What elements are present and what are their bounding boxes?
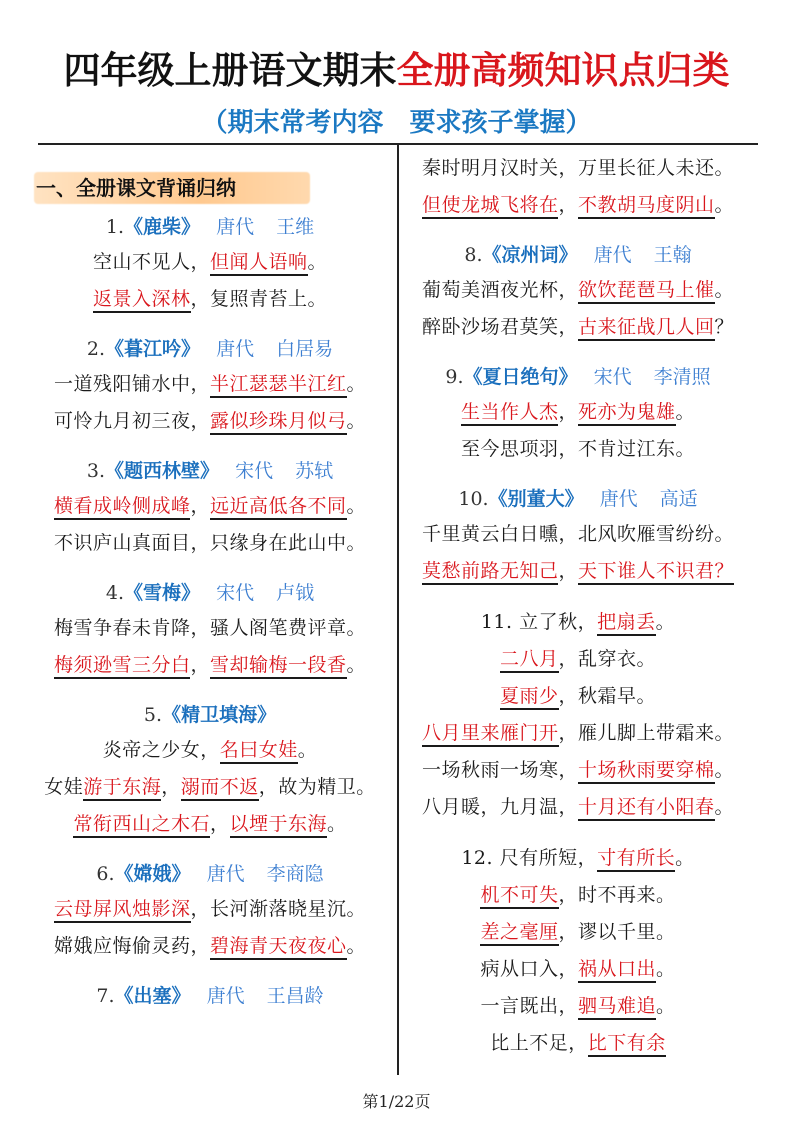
spacer — [402, 224, 754, 238]
verse-text: 醉卧沙场君莫笑， — [421, 316, 578, 338]
key-phrase: 以堙于东海 — [230, 813, 328, 838]
verse-line — [28, 366, 392, 403]
key-phrase: 但闻人语响 — [210, 251, 308, 276]
verse-text: 不识庐山真面目，只缘身在此山中。 — [53, 532, 366, 554]
poem-dynasty: 宋代 — [235, 460, 274, 482]
poem-title — [402, 360, 754, 394]
verse-text: ？ — [714, 316, 735, 338]
verse-text: ，雁儿脚上带霜来。 — [558, 722, 735, 744]
verse-text: 病从口入， — [480, 958, 578, 980]
poem-number: 2. — [86, 338, 106, 360]
verse-text: 12. 尺有所短， — [461, 847, 598, 869]
poem-author: 李清照 — [653, 366, 711, 388]
verse-text: ，复照青苔上。 — [190, 288, 328, 310]
key-phrase: 十月还有小阳春 — [578, 796, 715, 821]
verse-text: 比上不足， — [490, 1032, 588, 1054]
verse-line — [28, 732, 392, 769]
verse-text: ， — [558, 560, 578, 582]
poem-name: 《暮江吟》 — [105, 338, 201, 360]
spacer — [402, 590, 754, 604]
verse-line — [402, 641, 754, 678]
verse-line — [402, 914, 754, 951]
left-column — [28, 150, 392, 1013]
verse-text: ，谬以千里。 — [558, 921, 676, 943]
poem-author: 白居易 — [276, 338, 334, 360]
verse-line — [28, 525, 392, 562]
key-phrase: 十场秋雨要穿棉 — [578, 759, 715, 784]
verse-line — [402, 516, 754, 553]
right-column — [402, 150, 754, 1062]
verse-text: 。 — [714, 759, 735, 781]
column-divider — [397, 145, 399, 1075]
poem-title — [28, 576, 392, 610]
key-phrase: 横看成岭侧成峰 — [54, 495, 191, 520]
spacer — [402, 346, 754, 360]
verse-line — [402, 431, 754, 468]
verse-line — [402, 988, 754, 1025]
verse-text: 八月暖，九月温， — [421, 796, 578, 818]
verse-text: 女娃 — [44, 776, 84, 798]
section-heading — [28, 168, 392, 208]
spacer — [402, 468, 754, 482]
verse-line — [28, 488, 392, 525]
poem-block — [402, 826, 754, 1062]
key-phrase: 夏雨少 — [500, 685, 559, 710]
poem-dynasty: 唐代 — [593, 244, 632, 266]
verse-text: 嫦娥应悔偷灵药， — [53, 935, 210, 957]
poem-name: 《嫦娥》 — [114, 863, 191, 885]
verse-text: 。 — [675, 401, 696, 423]
verse-text: 。 — [675, 847, 695, 869]
verse-text: 。 — [346, 495, 367, 517]
poem-number: 8. — [464, 244, 483, 266]
verse-text: 。 — [346, 935, 367, 957]
poem-author: 卢钺 — [276, 582, 315, 604]
poem-name: 《凉州词》 — [482, 244, 578, 266]
section-title: 一、全册课文背诵归纳 — [36, 176, 236, 200]
spacer — [28, 562, 392, 576]
poem-name: 《夏日绝句》 — [463, 366, 578, 388]
key-phrase: 古来征战几人回 — [578, 316, 715, 341]
poem-author: 王昌龄 — [266, 985, 324, 1007]
verse-text: ，秋霜早。 — [558, 685, 657, 707]
key-phrase: 露似珍珠月似弓 — [210, 410, 347, 435]
key-phrase: 欲饮琵琶马上催 — [578, 279, 715, 304]
verse-text: 。 — [656, 995, 676, 1017]
poem-dynasty: 唐代 — [216, 216, 255, 238]
key-phrase: 把扇丢 — [597, 611, 656, 636]
poem-dynasty: 唐代 — [216, 338, 255, 360]
poem-block — [28, 318, 392, 440]
verse-text: 。 — [307, 251, 328, 273]
verse-line — [402, 309, 754, 346]
verse-text: 梅雪争春未肯降，骚人阁笔费评章。 — [53, 617, 366, 639]
poem-block — [28, 684, 392, 843]
verse-text: 。 — [656, 958, 676, 980]
key-phrase: 碧海青天夜夜心 — [210, 935, 347, 960]
verse-text: 。 — [714, 796, 735, 818]
poem-title — [28, 698, 392, 732]
poem-author: 王维 — [276, 216, 315, 238]
verse-text: 炎帝之少女， — [102, 739, 220, 761]
poem-name: 《雪梅》 — [124, 582, 201, 604]
poem-title — [28, 210, 392, 244]
verse-line — [402, 394, 754, 431]
verse-text: 一言既出， — [480, 995, 578, 1017]
verse-text: 。 — [346, 373, 367, 395]
key-phrase: 名曰女娃 — [220, 739, 298, 764]
verse-line — [28, 610, 392, 647]
verse-text: 。 — [655, 611, 676, 633]
poem-block — [402, 150, 754, 224]
spacer — [28, 684, 392, 698]
verse-line — [402, 951, 754, 988]
verse-text: 。 — [714, 279, 735, 301]
page-number: 第1/22页 — [362, 1092, 431, 1111]
verse-text: 至今思项羽，不肯过江东。 — [460, 438, 695, 460]
key-phrase: 天下谁人不识君？ — [578, 560, 734, 585]
verse-text: 一道残阳铺水中， — [53, 373, 210, 395]
poem-number: 6. — [96, 863, 115, 885]
poem-title — [402, 238, 754, 272]
poem-number: 10. — [458, 488, 489, 510]
key-phrase: 游于东海 — [83, 776, 161, 801]
verse-line — [402, 187, 754, 224]
verse-text: ，乱穿衣。 — [558, 648, 657, 670]
poem-author: 王翰 — [653, 244, 692, 266]
verse-text: ， — [558, 401, 578, 423]
poem-title — [28, 979, 392, 1013]
verse-text: 。 — [327, 813, 347, 835]
key-phrase: 雪却输梅一段香 — [210, 654, 347, 679]
key-phrase: 莫愁前路无知己 — [422, 560, 559, 585]
poem-block — [28, 440, 392, 562]
verse-line — [402, 789, 754, 826]
verse-line — [28, 769, 392, 806]
poem-author: 高适 — [659, 488, 698, 510]
key-phrase: 机不可失 — [480, 884, 558, 909]
key-phrase: 但使龙城飞将在 — [422, 194, 559, 219]
key-phrase: 常衔西山之木石 — [73, 813, 210, 838]
poem-name: 《题西林壁》 — [105, 460, 220, 482]
verse-line — [402, 272, 754, 309]
spacer — [28, 965, 392, 979]
poem-name: 《鹿柴》 — [124, 216, 201, 238]
key-phrase: 比下有余 — [588, 1032, 666, 1057]
poem-dynasty: 宋代 — [593, 366, 632, 388]
poem-title — [28, 454, 392, 488]
key-phrase: 驷马难追 — [578, 995, 656, 1020]
poem-number: 4. — [105, 582, 125, 604]
poem-name: 《别董大》 — [488, 488, 584, 510]
key-phrase: 生当作人杰 — [461, 401, 559, 426]
verse-line — [402, 715, 754, 752]
key-phrase: 不教胡马度阴山 — [578, 194, 715, 219]
poem-dynasty: 唐代 — [599, 488, 638, 510]
spacer — [402, 826, 754, 840]
verse-text: 一场秋雨一场寒， — [421, 759, 578, 781]
poem-title — [28, 332, 392, 366]
verse-line — [402, 840, 754, 877]
verse-text: ，故为精卫。 — [258, 776, 376, 798]
poem-block — [402, 468, 754, 590]
verse-text: 11. 立了秋， — [480, 611, 598, 633]
poem-number: 9. — [445, 366, 464, 388]
verse-text: 空山不见人， — [92, 251, 210, 273]
key-phrase: 溺而不返 — [181, 776, 259, 801]
poem-dynasty: 唐代 — [206, 863, 245, 885]
verse-text: 秦时明月汉时关，万里长征人未还。 — [421, 157, 734, 179]
verse-text: 葡萄美酒夜光杯， — [421, 279, 578, 301]
verse-line — [402, 752, 754, 789]
poem-block — [28, 210, 392, 318]
verse-text: ， — [558, 194, 578, 216]
spacer — [28, 440, 392, 454]
key-phrase: 云母屏风烛影深 — [54, 898, 191, 923]
verse-line — [28, 647, 392, 684]
poem-block — [28, 562, 392, 684]
key-phrase: 祸从口出 — [578, 958, 656, 983]
verse-text: 千里黄云白日曛，北风吹雁雪纷纷。 — [421, 523, 734, 545]
poem-block — [402, 224, 754, 346]
title-red: 全册高频知识点归类 — [396, 49, 730, 92]
verse-text: ，长河渐落晓星沉。 — [190, 898, 367, 920]
poem-name: 《精卫填海》 — [162, 704, 277, 726]
verse-line — [28, 281, 392, 318]
verse-line — [402, 1025, 754, 1062]
verse-text: 可怜九月初三夜， — [53, 410, 210, 432]
poem-block — [28, 965, 392, 1013]
verse-text: 。 — [714, 194, 735, 216]
poem-dynasty: 宋代 — [216, 582, 255, 604]
poem-number: 5. — [143, 704, 163, 726]
verse-line — [28, 244, 392, 281]
key-phrase: 梅须逊雪三分白 — [54, 654, 191, 679]
spacer — [28, 843, 392, 857]
key-phrase: 死亦为鬼雄 — [578, 401, 676, 426]
verse-line — [402, 678, 754, 715]
verse-text: ， — [190, 495, 210, 517]
verse-line — [28, 806, 392, 843]
verse-text: ， — [209, 813, 230, 835]
verse-line — [402, 553, 754, 590]
verse-text: ，时不再来。 — [558, 884, 676, 906]
verse-text: 。 — [297, 739, 318, 761]
poem-title — [28, 857, 392, 891]
verse-line — [402, 150, 754, 187]
poem-author: 李商隐 — [266, 863, 324, 885]
key-phrase: 远近高低各不同 — [210, 495, 347, 520]
verse-text: 。 — [346, 410, 367, 432]
page-title — [0, 40, 793, 94]
verse-line — [402, 877, 754, 914]
spacer — [28, 318, 392, 332]
title-black: 四年级上册语文期末 — [63, 49, 397, 92]
verse-text: ， — [190, 654, 210, 676]
key-phrase: 八月里来雁门开 — [422, 722, 559, 747]
poem-dynasty: 唐代 — [206, 985, 245, 1007]
poem-number: 7. — [96, 985, 115, 1007]
poem-title — [402, 482, 754, 516]
verse-text: ， — [161, 776, 181, 798]
key-phrase: 寸有所长 — [597, 847, 675, 872]
key-phrase: 二八月 — [500, 648, 559, 673]
verse-line — [28, 403, 392, 440]
poem-block — [402, 346, 754, 468]
poem-number: 3. — [86, 460, 106, 482]
key-phrase: 返景入深林 — [93, 288, 191, 313]
poem-number: 1. — [105, 216, 125, 238]
verse-text: 。 — [346, 654, 367, 676]
verse-line — [402, 604, 754, 641]
key-phrase: 半江瑟瑟半江红 — [210, 373, 347, 398]
verse-line — [28, 891, 392, 928]
poem-block — [28, 843, 392, 965]
poem-name: 《出塞》 — [114, 985, 191, 1007]
poem-block — [402, 590, 754, 826]
page-subtitle: （期末常考内容 要求孩子掌握） — [201, 108, 592, 138]
verse-line — [28, 928, 392, 965]
poem-author: 苏轼 — [295, 460, 334, 482]
key-phrase: 差之毫厘 — [480, 921, 558, 946]
